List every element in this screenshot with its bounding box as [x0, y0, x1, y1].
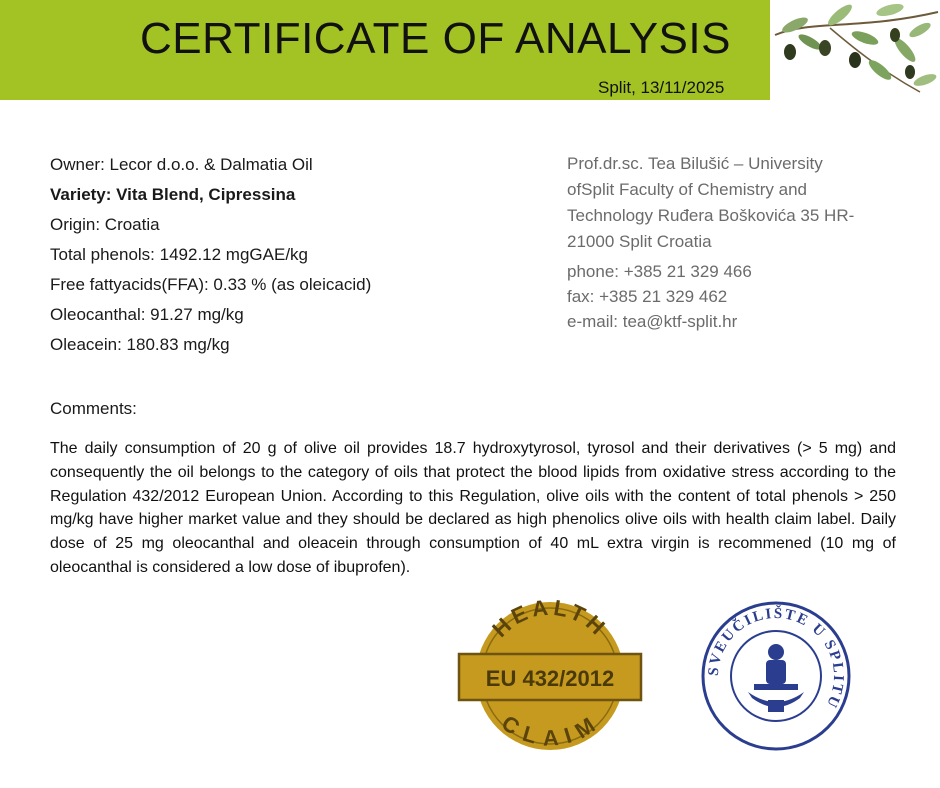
badge-bottom-text: CLAIM — [497, 710, 603, 751]
contact-address-line: 21000 Split Croatia — [567, 232, 712, 251]
olive-branch-icon — [770, 0, 940, 100]
owner-field: Owner: Lecor d.o.o. & Dalmatia Oil — [50, 155, 313, 174]
ffa-field: Free fattyacids(FFA): 0.33 % (as oleicacid) — [50, 275, 372, 294]
contact-phone: phone: +385 21 329 466 — [567, 262, 752, 281]
university-seal — [700, 600, 852, 752]
variety-field: Variety: Vita Blend, Cipressina — [50, 185, 296, 204]
contact-address-line: Prof.dr.sc. Tea Bilušić – University — [567, 154, 823, 173]
comments-label: Comments: — [50, 399, 137, 418]
badge-middle-text: EU 432/2012 — [485, 666, 615, 691]
contact-address-line: ofSplit Faculty of Chemistry and — [567, 180, 807, 199]
contact-fax: fax: +385 21 329 462 — [567, 287, 728, 306]
seal-ring-text: SVEUČILIŠTE U SPLITU — [705, 605, 847, 712]
page-title: CERTIFICATE OF ANALYSIS — [140, 14, 731, 63]
contact-email: e-mail: tea@ktf-split.hr — [567, 312, 738, 331]
origin-field: Origin: Croatia — [50, 215, 160, 234]
oleocanthal-field: Oleocanthal: 91.27 mg/kg — [50, 305, 244, 324]
badge-top-text: HEALTH — [487, 600, 613, 642]
oleacein-field: Oleacein: 180.83 mg/kg — [50, 335, 230, 354]
contact-address-line: Technology Ruđera Boškovića 35 HR- — [567, 206, 855, 225]
total-phenols-field: Total phenols: 1492.12 mgGAE/kg — [50, 245, 308, 264]
issue-date: Split, 13/11/2025 — [598, 78, 725, 97]
health-claim-badge — [455, 600, 645, 752]
comments-body: The daily consumption of 20 g of olive oil provides 18.7 hydroxytyrosol, tyrosol and their derivatives (> 5 mg) and consequently the oil belongs to the category of oils that protect the blood lipids from oxidative stress according to the Regulation 432/2012 European Union. According to this Regulation, olive oils with the content of total phenols > 250 mg/kg have higher market value and they should be declared as high phenolics olive oils with health claim label. Daily dose of 25 mg oleocanthal and oleacein through consumption of 40 mL extra virgin is recommened (10 mg of oleocanthal is considered a low dose of ibuprofen). — [50, 440, 896, 576]
